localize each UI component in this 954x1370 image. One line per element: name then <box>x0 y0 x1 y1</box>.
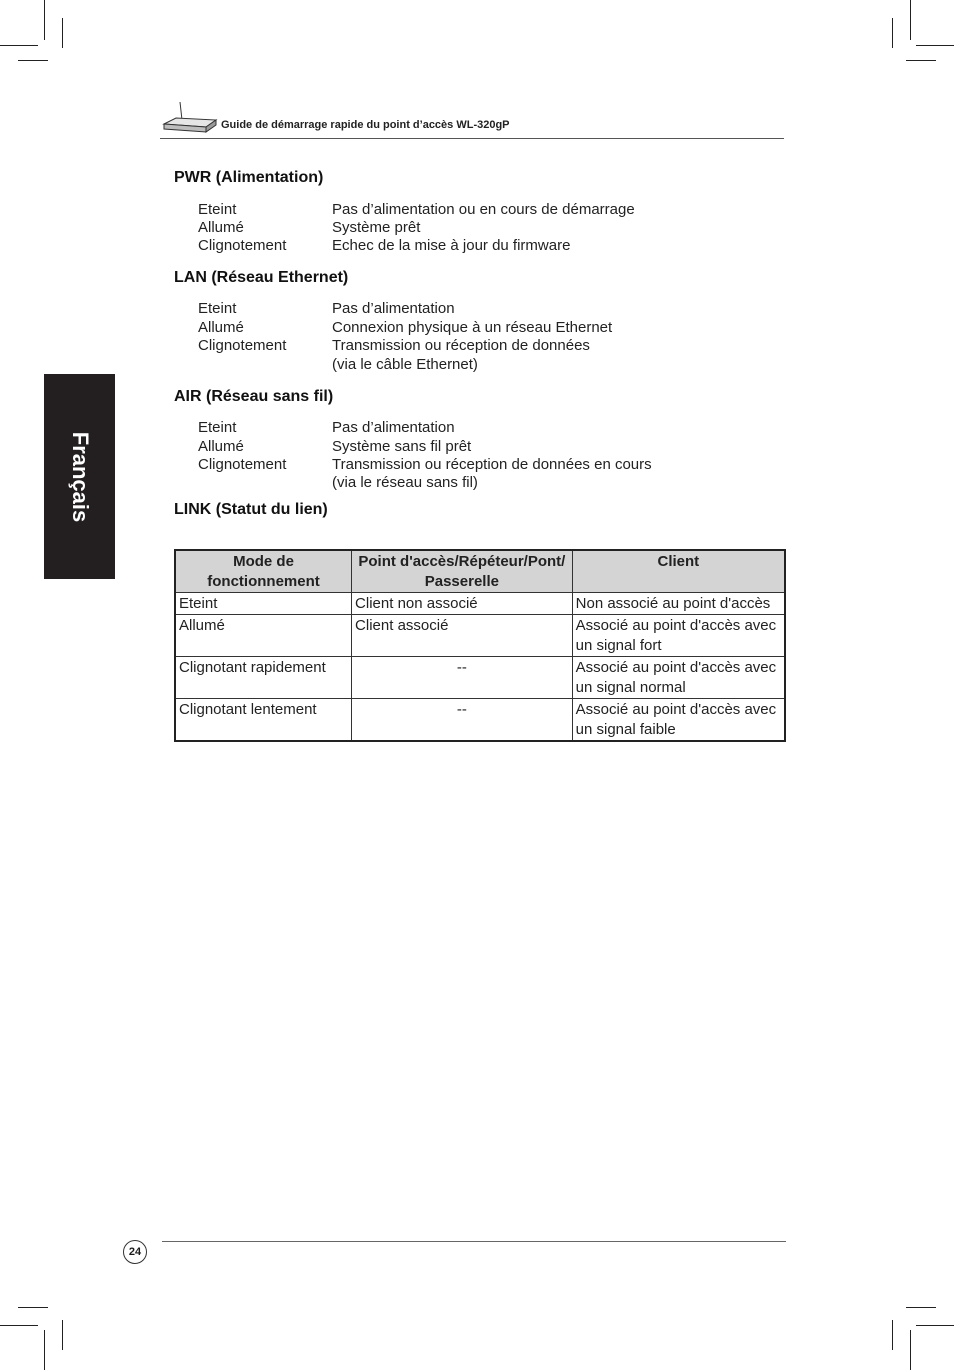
header-title: Guide de démarrage rapide du point d’accès WL-320gP <box>221 119 510 131</box>
table-row <box>175 615 785 657</box>
page-header <box>160 98 784 139</box>
table-cell: Allumé <box>175 615 352 657</box>
crop-mark <box>18 1307 48 1308</box>
table-row <box>175 593 785 615</box>
led-state: Allumé <box>198 438 244 455</box>
column-header-mode: Mode de fonctionnement <box>175 550 352 593</box>
crop-mark <box>44 1330 45 1370</box>
led-description-continued: (via le câble Ethernet) <box>332 356 478 373</box>
crop-mark <box>916 1325 954 1326</box>
page-number: 24 <box>123 1240 147 1264</box>
language-tab-label: Français <box>67 431 93 522</box>
table-row <box>175 657 785 699</box>
table-cell: Associé au point d'accès avec un signal faible <box>572 699 785 742</box>
language-tab <box>44 374 115 579</box>
crop-mark <box>892 18 893 48</box>
table-cell: Eteint <box>175 593 352 615</box>
led-state: Eteint <box>198 201 237 218</box>
led-state: Allumé <box>198 219 244 236</box>
led-description: Transmission ou réception de données en cours <box>332 456 652 473</box>
table-cell: -- <box>352 699 573 742</box>
table-cell: Associé au point d'accès avec un signal normal <box>572 657 785 699</box>
crop-mark <box>18 60 48 61</box>
led-description: Echec de la mise à jour du firmware <box>332 237 571 254</box>
crop-mark <box>62 1320 63 1350</box>
crop-mark <box>906 60 936 61</box>
link-status-table <box>174 549 786 742</box>
led-description-continued: (via le réseau sans fil) <box>332 474 478 491</box>
table-cell: Clignotant rapidement <box>175 657 352 699</box>
table-cell: Clignotant lentement <box>175 699 352 742</box>
led-description: Pas d’alimentation ou en cours de démarrage <box>332 201 635 218</box>
table-row <box>175 699 785 742</box>
crop-mark <box>0 45 38 46</box>
footer-rule <box>162 1241 786 1242</box>
led-state: Clignotement <box>198 237 287 254</box>
table-header-row <box>175 550 785 593</box>
led-description: Pas d’alimentation <box>332 419 455 436</box>
led-description: Système prêt <box>332 219 421 236</box>
section-title-pwr: PWR (Alimentation) <box>174 169 324 186</box>
led-description: Transmission ou réception de données <box>332 337 590 354</box>
table-cell: -- <box>352 657 573 699</box>
table-cell: Non associé au point d'accès <box>572 593 785 615</box>
column-header-ap: Point d'accès/Répéteur/Pont/ Passerelle <box>352 550 573 593</box>
led-state: Clignotement <box>198 456 287 473</box>
crop-mark <box>892 1320 893 1350</box>
table-cell: Associé au point d'accès avec un signal fort <box>572 615 785 657</box>
crop-mark <box>0 1325 38 1326</box>
crop-mark <box>910 0 911 40</box>
led-description: Pas d’alimentation <box>332 300 455 317</box>
led-description: Connexion physique à un réseau Ethernet <box>332 319 613 336</box>
crop-mark <box>906 1307 936 1308</box>
led-state: Eteint <box>198 419 237 436</box>
crop-mark <box>62 18 63 48</box>
led-description: Système sans fil prêt <box>332 438 472 455</box>
section-title-air: AIR (Réseau sans fil) <box>174 388 334 405</box>
crop-mark <box>44 0 45 40</box>
led-state: Eteint <box>198 300 237 317</box>
led-state: Clignotement <box>198 337 287 354</box>
section-title-lan: LAN (Réseau Ethernet) <box>174 269 349 286</box>
crop-mark <box>916 45 954 46</box>
column-header-client: Client <box>572 550 785 593</box>
crop-mark <box>910 1330 911 1370</box>
table-cell: Client non associé <box>352 593 573 615</box>
router-icon <box>162 100 218 136</box>
section-title-link: LINK (Statut du lien) <box>174 501 328 518</box>
table-cell: Client associé <box>352 615 573 657</box>
led-state: Allumé <box>198 319 244 336</box>
